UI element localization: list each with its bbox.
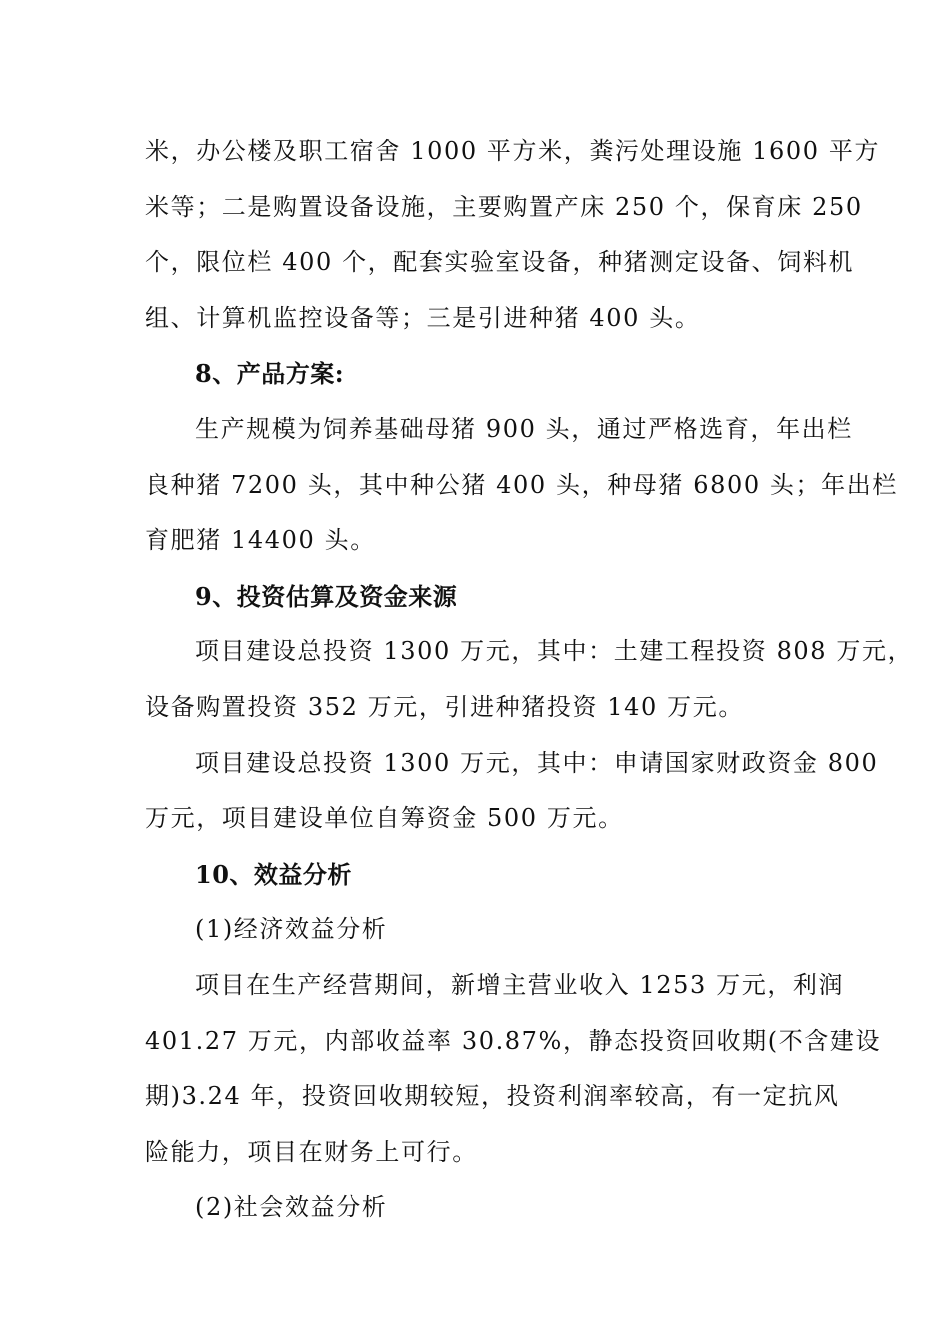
text-line: 401.27 万元，内部收益率 30.87%，静态投资回收期(不含建设 (145, 1026, 882, 1055)
text-line: 项目建设总投资 1300 万元，其中：申请国家财政资金 800 (195, 748, 879, 777)
text-line: 米等；二是购置设备设施，主要购置产床 250 个，保育床 250 (145, 192, 863, 221)
text-line: 育肥猪 14400 头。 (145, 526, 376, 555)
text-line: 个，限位栏 400 个，配套实验室设备，种猪测定设备、饲料机 (145, 248, 855, 277)
document-body (145, 124, 914, 1236)
section-heading: 8、产品方案: (195, 359, 345, 389)
text-line: 设备购置投资 352 万元，引进种猪投资 140 万元。 (145, 692, 744, 721)
text-line: 项目建设总投资 1300 万元，其中：土建工程投资 808 万元， (195, 637, 914, 666)
text-line: 期)3.24 年，投资回收期较短，投资利润率较高，有一定抗风 (145, 1082, 840, 1111)
subsection-label: (1)经济效益分析 (195, 915, 388, 944)
text-line: 险能力，项目在财务上可行。 (145, 1137, 478, 1166)
section-heading: 9、投资估算及资金来源 (195, 581, 458, 611)
text-line: 项目在生产经营期间，新增主营业收入 1253 万元，利润 (195, 970, 845, 999)
section-heading: 10、效益分析 (195, 859, 352, 889)
text-line: 生产规模为饲养基础母猪 900 头，通过严格选育，年出栏 (195, 414, 853, 443)
text-line: 良种猪 7200 头，其中种公猪 400 头，种母猪 6800 头；年出栏 (145, 470, 898, 499)
text-line: 米，办公楼及职工宿舍 1000 平方米，粪污处理设施 1600 平方 (145, 137, 881, 165)
text-line: 万元，项目建设单位自筹资金 500 万元。 (145, 804, 624, 833)
subsection-label: (2)社会效益分析 (195, 1193, 388, 1222)
text-line: 组、计算机监控设备等；三是引进种猪 400 头。 (145, 303, 701, 332)
